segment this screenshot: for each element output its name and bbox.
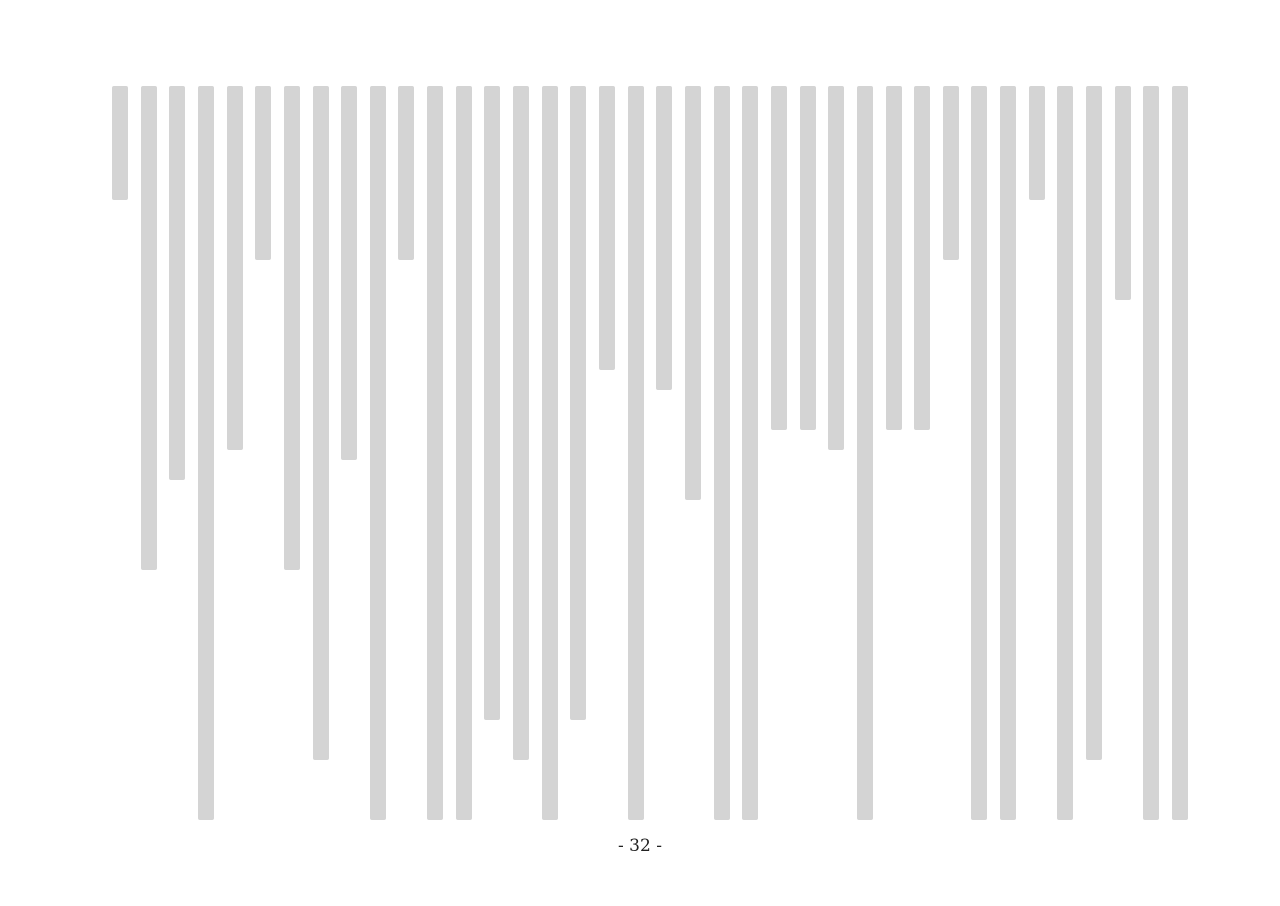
text-column	[828, 86, 844, 450]
text-column	[971, 86, 987, 820]
text-column	[771, 86, 787, 430]
text-column	[943, 86, 959, 260]
text-column	[255, 86, 271, 260]
text-column	[112, 86, 128, 200]
text-column	[800, 86, 816, 430]
text-column	[1000, 86, 1016, 820]
text-column	[714, 86, 730, 820]
text-column	[169, 86, 185, 480]
text-column	[914, 86, 930, 430]
text-column	[1029, 86, 1045, 200]
text-column	[513, 86, 529, 760]
text-column	[1172, 86, 1188, 820]
text-column	[141, 86, 157, 570]
text-column	[456, 86, 472, 820]
text-column	[599, 86, 615, 370]
text-column	[1086, 86, 1102, 760]
text-column	[857, 86, 873, 820]
text-column	[570, 86, 586, 720]
text-column	[341, 86, 357, 460]
text-column	[1057, 86, 1073, 820]
text-column	[484, 86, 500, 720]
text-column	[284, 86, 300, 570]
text-column	[742, 86, 758, 820]
text-column	[628, 86, 644, 820]
text-column	[313, 86, 329, 760]
text-column	[398, 86, 414, 260]
text-column	[542, 86, 558, 820]
text-column	[886, 86, 902, 430]
text-column	[685, 86, 701, 500]
text-column	[198, 86, 214, 820]
text-column	[227, 86, 243, 450]
text-column	[370, 86, 386, 820]
text-column	[427, 86, 443, 820]
text-column	[1115, 86, 1131, 300]
text-column	[656, 86, 672, 390]
page-number: - 32 -	[618, 836, 662, 856]
text-column	[1143, 86, 1159, 820]
